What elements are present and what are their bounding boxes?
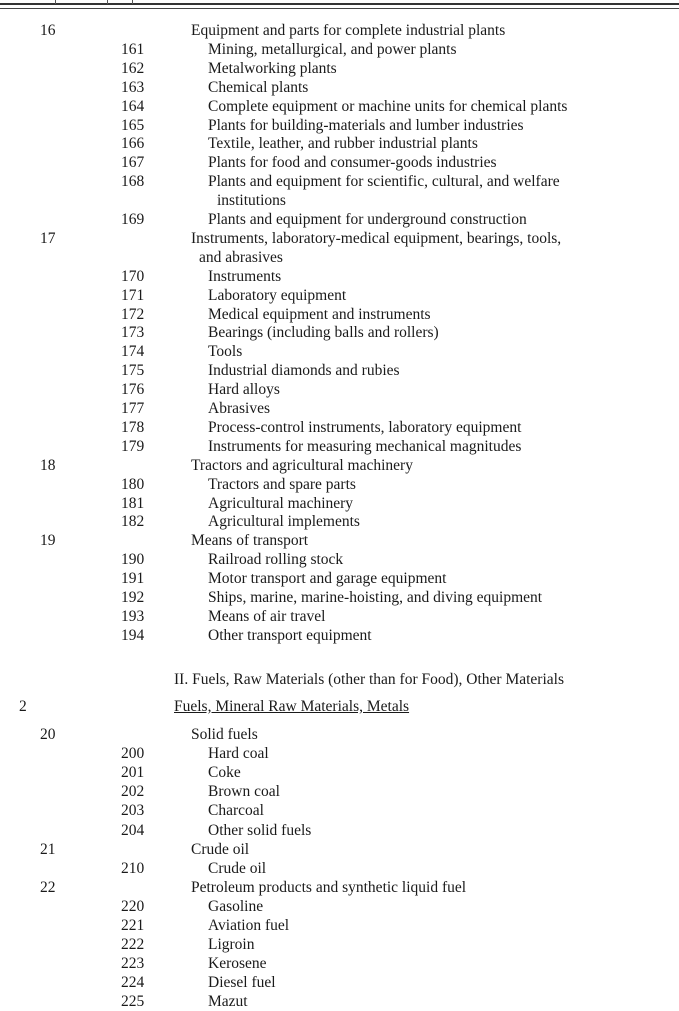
- subcategory-row: [0, 801, 679, 820]
- subcategory-row: [0, 59, 679, 78]
- category-description: Plants for building-materials and lumber industries: [208, 116, 524, 134]
- category-code: 164: [121, 97, 145, 115]
- category-description-continuation: and abrasives: [199, 248, 283, 266]
- subcategory-row: [0, 134, 679, 153]
- subcategory-row: [0, 569, 679, 588]
- category-row: [0, 21, 679, 40]
- category-code: 175: [121, 362, 145, 380]
- category-description: Mining, metallurgical, and power plants: [208, 40, 457, 58]
- category-description: Complete equipment or machine units for chemical plants: [208, 97, 568, 115]
- category-code: 223: [121, 955, 145, 973]
- subcategory-row: [0, 399, 679, 418]
- subcategory-row: [0, 323, 679, 342]
- subcategory-row: [0, 973, 679, 992]
- category-description: Hard coal: [208, 745, 269, 763]
- category-code: 204: [121, 821, 145, 839]
- subcategory-row: [0, 897, 679, 916]
- column-tick: [55, 0, 56, 4]
- category-description: Instruments for measuring mechanical magnitudes: [208, 437, 522, 455]
- category-code: 161: [121, 40, 145, 58]
- subcategory-row: [0, 116, 679, 135]
- subcategory-row: [0, 763, 679, 782]
- subcategory-row: [0, 267, 679, 286]
- group-code: 2: [19, 698, 27, 715]
- category-description: Plants for food and consumer-goods industries: [208, 154, 497, 172]
- category-code: 221: [121, 917, 145, 934]
- category-code: 194: [121, 626, 145, 644]
- category-code: 203: [121, 802, 145, 820]
- subcategory-row: [0, 286, 679, 305]
- category-description: Solid fuels: [191, 726, 258, 743]
- category-code: 192: [121, 589, 145, 606]
- category-code: 18: [40, 456, 56, 474]
- category-description: Brown coal: [208, 783, 280, 801]
- category-description: Charcoal: [208, 802, 264, 820]
- category-code: 22: [40, 878, 56, 896]
- subcategory-row: [0, 494, 679, 513]
- category-code: 170: [121, 267, 145, 285]
- category-code: 201: [121, 764, 145, 782]
- category-code: 225: [121, 993, 145, 1011]
- category-code: 193: [121, 607, 145, 625]
- subcategory-row: [0, 626, 679, 645]
- section-title: II. Fuels, Raw Materials (other than for Food), Other Materials: [174, 671, 564, 688]
- category-code: 210: [121, 859, 145, 877]
- category-description: Agricultural machinery: [208, 494, 354, 512]
- category-description: Crude oil: [208, 859, 267, 877]
- subcategory-row: [0, 305, 679, 324]
- category-description: Plants and equipment for scientific, cultural, and welfare: [208, 173, 560, 191]
- subcategory-row: [0, 210, 679, 229]
- category-description: Diesel fuel: [208, 974, 276, 992]
- category-description: Industrial diamonds and rubies: [208, 362, 400, 380]
- group-heading-row: [0, 697, 679, 716]
- category-code: 174: [121, 343, 145, 361]
- category-description: Instruments, laboratory-medical equipment, bearings, tools,: [191, 229, 562, 247]
- category-code: 177: [121, 400, 145, 417]
- category-code: 180: [121, 475, 145, 493]
- subcategory-row: [0, 40, 679, 59]
- category-description: Medical equipment and instruments: [208, 305, 431, 323]
- category-code: 16: [40, 22, 56, 39]
- column-tick: [132, 0, 133, 4]
- category-description: Aviation fuel: [208, 917, 290, 934]
- description-continuation-row: [0, 191, 679, 210]
- category-code: 166: [121, 135, 145, 153]
- subcategory-row: [0, 782, 679, 801]
- category-code: 200: [121, 745, 145, 763]
- category-description: Process-control instruments, laboratory equipment: [208, 418, 522, 436]
- category-description: Other transport equipment: [208, 626, 372, 644]
- category-description: Means of air travel: [208, 607, 326, 625]
- subcategory-row: [0, 588, 679, 607]
- table-top-rule: [0, 0, 679, 12]
- category-description: Tractors and spare parts: [208, 475, 356, 493]
- subcategory-row: [0, 935, 679, 954]
- category-code: 176: [121, 381, 145, 399]
- category-code: 181: [121, 494, 145, 512]
- category-code: 182: [121, 513, 145, 531]
- category-code: 224: [121, 974, 145, 992]
- category-code: 178: [121, 418, 145, 436]
- subcategory-row: [0, 153, 679, 172]
- category-description: Railroad rolling stock: [208, 551, 344, 569]
- category-code: 17: [40, 229, 56, 247]
- category-row: [0, 725, 679, 744]
- category-code: 173: [121, 324, 145, 342]
- category-description: Means of transport: [191, 532, 309, 550]
- category-description-continuation: institutions: [217, 192, 286, 210]
- subcategory-row: [0, 97, 679, 116]
- category-description: Hard alloys: [208, 381, 280, 399]
- subcategory-row: [0, 437, 679, 456]
- category-code: 167: [121, 154, 145, 172]
- category-code: 202: [121, 783, 145, 801]
- category-description: Bearings (including balls and rollers): [208, 324, 439, 342]
- subcategory-row: [0, 172, 679, 191]
- category-code: 21: [40, 840, 56, 858]
- category-description: Crude oil: [191, 840, 250, 858]
- category-row: [0, 840, 679, 859]
- category-code: 191: [121, 570, 145, 588]
- category-description: Gasoline: [208, 897, 264, 915]
- category-code: 190: [121, 551, 145, 569]
- subcategory-row: [0, 550, 679, 569]
- category-description: Mazut: [208, 993, 248, 1011]
- category-description: Laboratory equipment: [208, 286, 347, 304]
- category-description: Metalworking plants: [208, 59, 337, 77]
- column-tick: [107, 0, 108, 4]
- group-title: Fuels, Mineral Raw Materials, Metals: [174, 698, 410, 715]
- subcategory-row: [0, 916, 679, 935]
- category-description: Tractors and agricultural machinery: [191, 456, 413, 474]
- category-code: 168: [121, 173, 145, 191]
- category-description: Abrasives: [208, 400, 270, 417]
- category-description: Plants and equipment for underground construction: [208, 211, 527, 228]
- category-description: Kerosene: [208, 955, 267, 973]
- section-heading-row: [0, 670, 679, 689]
- subcategory-row: [0, 418, 679, 437]
- category-description: Instruments: [208, 267, 282, 285]
- subcategory-row: [0, 380, 679, 399]
- subcategory-row: [0, 78, 679, 97]
- category-description: Equipment and parts for complete industrial plants: [191, 22, 506, 39]
- category-row: [0, 229, 679, 248]
- category-row: [0, 531, 679, 550]
- subcategory-row: [0, 859, 679, 878]
- subcategory-row: [0, 607, 679, 626]
- category-code: 169: [121, 211, 145, 228]
- subcategory-row: [0, 954, 679, 973]
- category-code: 19: [40, 532, 56, 550]
- subcategory-row: [0, 821, 679, 840]
- category-description: Ships, marine, marine-hoisting, and diving equipment: [208, 589, 543, 606]
- rule-line: [0, 8, 679, 9]
- rule-line: [0, 3, 679, 5]
- subcategory-row: [0, 342, 679, 361]
- category-description: Other solid fuels: [208, 821, 312, 839]
- category-description: Tools: [208, 343, 243, 361]
- description-continuation-row: [0, 248, 679, 267]
- category-code: 222: [121, 936, 145, 954]
- category-code: 172: [121, 305, 145, 323]
- category-code: 220: [121, 897, 145, 915]
- category-code: 162: [121, 59, 145, 77]
- category-code: 165: [121, 116, 145, 134]
- category-description: Ligroin: [208, 936, 255, 954]
- category-code: 179: [121, 437, 145, 455]
- category-description: Chemical plants: [208, 78, 309, 96]
- category-description: Motor transport and garage equipment: [208, 570, 447, 588]
- category-description: Textile, leather, and rubber industrial plants: [208, 135, 478, 153]
- subcategory-row: [0, 361, 679, 380]
- subcategory-row: [0, 475, 679, 494]
- category-description: Agricultural implements: [208, 513, 360, 531]
- subcategory-row: [0, 744, 679, 763]
- category-row: [0, 456, 679, 475]
- category-description: Coke: [208, 764, 241, 782]
- category-code: 163: [121, 78, 145, 96]
- category-description: Petroleum products and synthetic liquid fuel: [191, 878, 467, 896]
- category-row: [0, 878, 679, 897]
- category-code: 20: [40, 726, 56, 743]
- subcategory-row: [0, 512, 679, 531]
- category-code: 171: [121, 286, 145, 304]
